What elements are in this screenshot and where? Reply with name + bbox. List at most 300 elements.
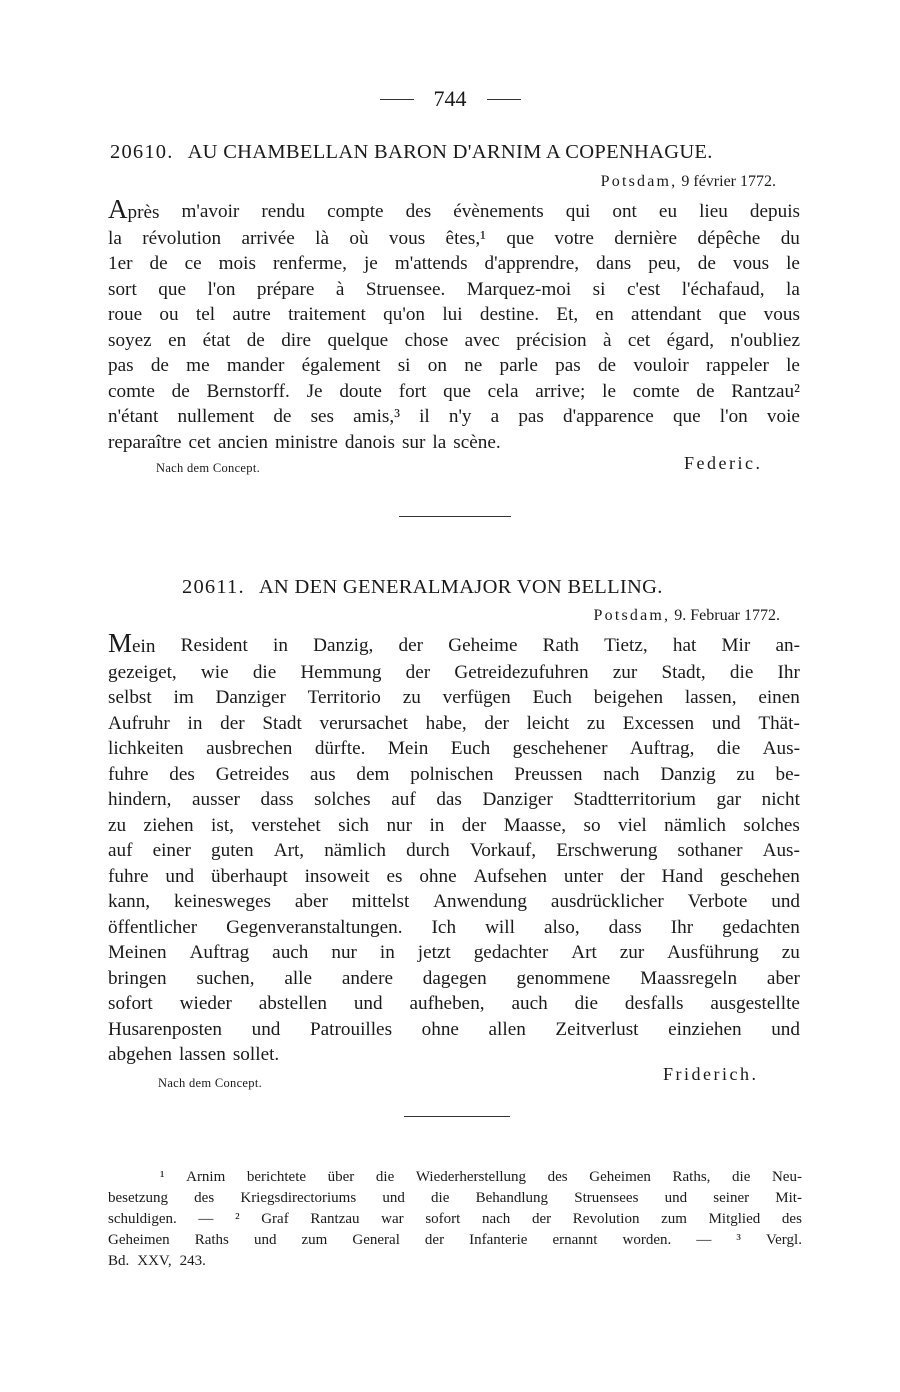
word: verursachet [319, 712, 408, 734]
word: on [427, 355, 447, 376]
word: ne [464, 355, 483, 376]
word: worden. [622, 1232, 672, 1248]
word: scène. [453, 431, 501, 453]
word: unter [563, 865, 604, 887]
word: ancien [217, 431, 268, 453]
word: d'apparence [563, 406, 654, 427]
word: depuis [749, 201, 800, 222]
word: es [386, 865, 403, 887]
word: Territorio [307, 687, 381, 708]
word: Auftrag [189, 942, 250, 963]
word: Rantzau [310, 1211, 360, 1227]
word: sofort [425, 1211, 461, 1227]
word: zu [586, 712, 606, 734]
word: état [202, 329, 231, 351]
word: lichkeiten [108, 738, 184, 759]
word: viel [617, 814, 647, 836]
word: an- [775, 635, 800, 656]
word: zu [108, 814, 127, 836]
word: Mein [387, 738, 429, 759]
word: en [168, 329, 187, 351]
text-line [108, 660, 800, 686]
word: die [375, 1169, 395, 1185]
word: Ich [431, 916, 457, 938]
word: traitement [288, 304, 366, 325]
word: m'avoir [181, 201, 240, 222]
word: eu [658, 201, 678, 222]
word: évènements [453, 201, 544, 222]
word: du [780, 227, 800, 249]
word: und [711, 712, 741, 734]
word: und [382, 1190, 405, 1206]
word: ziehen [143, 814, 194, 836]
word: hindern, [108, 789, 172, 810]
word: das [436, 789, 462, 810]
word: le [786, 253, 800, 274]
letter-title [110, 141, 713, 164]
word: me [186, 355, 210, 376]
word: lui [442, 304, 463, 325]
word: précision [516, 329, 587, 351]
word: auch [511, 993, 548, 1014]
word: Aufruhr [108, 712, 170, 734]
word: abstellen [258, 993, 327, 1014]
text-line [108, 628, 800, 660]
word: nur [331, 942, 357, 963]
footnote-line [108, 1230, 802, 1251]
word: Hand [661, 865, 704, 887]
word: Danzig, [313, 635, 374, 656]
text-line [108, 940, 800, 966]
word: mander [226, 355, 285, 376]
word: où [349, 227, 369, 249]
word: votre [554, 227, 594, 249]
word: auch [272, 942, 309, 963]
word: fuhre [108, 865, 149, 887]
word: XXV, [137, 1253, 172, 1269]
word: Patrouilles [309, 1018, 393, 1040]
word: ausbrechen [206, 738, 293, 759]
word: que [506, 227, 535, 249]
word: m'attends [394, 253, 468, 274]
word: nicht [761, 789, 800, 810]
word: Infanterie [469, 1232, 528, 1248]
word: Euch [532, 687, 572, 708]
word: il [419, 406, 430, 427]
word: verfügen [442, 687, 511, 708]
word: im [173, 687, 194, 708]
letter-dateline [601, 173, 776, 191]
text-line [108, 889, 800, 915]
word: là [315, 227, 329, 249]
word: gar [716, 789, 742, 810]
word: danois [344, 431, 395, 453]
word: und [664, 1190, 688, 1206]
word: der [620, 865, 645, 887]
word: Resident [180, 635, 248, 656]
word: c'est [626, 278, 661, 300]
word: die [732, 1169, 751, 1185]
word: Raths [194, 1232, 229, 1248]
word: zu [781, 942, 800, 963]
word: zu [736, 763, 755, 785]
word: Mir [721, 635, 751, 656]
text-line [108, 226, 800, 252]
footnote-line [108, 1251, 802, 1272]
word: de [597, 355, 617, 376]
word: Aus- [762, 840, 800, 861]
word: solches [743, 814, 800, 836]
word: l'on [719, 406, 748, 427]
word: Erschwerung [556, 840, 658, 861]
word: mois [218, 253, 256, 274]
word: schuldigen. [108, 1211, 177, 1227]
page-number: 744 [433, 86, 467, 111]
word: n'y [448, 406, 472, 427]
word: also, [543, 916, 580, 938]
word: sur [401, 431, 426, 453]
word: Je [306, 380, 323, 402]
word: wie [200, 661, 229, 683]
word: General [352, 1232, 400, 1248]
word: la [432, 431, 447, 453]
letter-addressee: AU CHAMBELLAN BARON D'ARNIM A COPENHAGUE. [187, 141, 713, 163]
word: arrivée [241, 227, 295, 249]
word: ohne [419, 865, 457, 887]
letter-number: 20610. [110, 141, 174, 163]
word: aber [766, 967, 800, 989]
word: pas [108, 355, 134, 376]
word: der [484, 712, 509, 734]
word: Vergl. [765, 1232, 802, 1248]
word: sothaner [677, 840, 743, 861]
word: Vorkauf, [469, 840, 537, 861]
word: l'on [207, 278, 236, 300]
word: einer [152, 840, 191, 861]
word: Revolution [572, 1211, 640, 1227]
text-line [108, 1017, 800, 1043]
word: Auftrag, [629, 738, 695, 759]
header-rule-right [487, 99, 521, 100]
word: Et, [556, 304, 579, 325]
word: Marquez-moi [466, 278, 572, 300]
word: Ausführung [667, 942, 759, 963]
word: gezeiget, [108, 661, 177, 683]
initial-letter: A [108, 194, 128, 224]
word: dürfte. [314, 738, 366, 759]
word: die [574, 993, 599, 1014]
word: einziehen [668, 1018, 742, 1040]
word: nach [481, 1211, 511, 1227]
letter-body [108, 628, 800, 1068]
word: Danziger [215, 687, 286, 708]
text-line [108, 813, 800, 839]
word: so [583, 814, 601, 836]
word: que [443, 380, 471, 402]
word: dass [260, 789, 294, 810]
word: durch [406, 840, 450, 861]
word: cet [627, 329, 651, 351]
word: dernière [614, 227, 678, 249]
word: Behandlung [475, 1190, 549, 1206]
word: wieder [179, 993, 232, 1014]
word: Graf [261, 1211, 289, 1227]
word: Maasse, [503, 814, 567, 836]
text-line [108, 251, 800, 277]
word: und [251, 1018, 281, 1040]
word: Rath [542, 635, 579, 656]
word: des [169, 763, 195, 785]
word: will [485, 916, 515, 938]
word: suchen, [196, 967, 255, 989]
word: Struensees [574, 1190, 639, 1206]
word: Mitglied [708, 1211, 761, 1227]
word: gedachter [473, 942, 549, 963]
word: cela [487, 380, 519, 402]
word: vouloir [633, 355, 689, 376]
word: Ihr [777, 661, 800, 683]
word: beigehen [593, 687, 664, 708]
word: war [381, 1211, 404, 1227]
header-rule-left [380, 99, 414, 100]
word: der [424, 1232, 445, 1248]
dateline-date: 9 février 1772. [681, 173, 776, 190]
text-line [108, 864, 800, 890]
word: je [363, 253, 378, 274]
word: genommene [516, 967, 611, 989]
word: que [718, 304, 747, 325]
word: de [246, 329, 265, 351]
word: Ihr [670, 916, 694, 938]
word: nullement [177, 406, 255, 427]
word: leicht [526, 712, 570, 734]
word: ernannt [552, 1232, 598, 1248]
word: besetzung [108, 1190, 168, 1206]
word: der [398, 635, 424, 656]
word: qui [565, 201, 591, 222]
word: Preussen [514, 763, 583, 785]
word: chose [404, 329, 449, 351]
word: égard, [666, 329, 715, 351]
word: parle [499, 355, 538, 376]
word: Getreides [215, 763, 290, 785]
word: andere [341, 967, 393, 989]
word: und [353, 993, 383, 1014]
word: fuhre [108, 763, 149, 785]
word: ses [310, 406, 335, 427]
word: quelque [327, 329, 389, 351]
word: und [253, 1232, 277, 1248]
source-note: Nach dem Concept. [158, 1076, 263, 1090]
word: und [771, 1018, 800, 1040]
word: ohne [421, 1018, 459, 1040]
word: de [150, 355, 169, 376]
word: jetzt [417, 942, 451, 963]
word: ³ [736, 1232, 741, 1248]
text-line [108, 277, 800, 303]
word: n'étant [108, 406, 159, 427]
word: n'oubliez [730, 329, 800, 351]
word: à [335, 278, 345, 300]
word: vous [388, 227, 426, 249]
word: vous [732, 253, 770, 274]
word: der [461, 814, 487, 836]
word: le [602, 380, 616, 402]
word: dagegen [422, 967, 487, 989]
word: que [158, 278, 186, 300]
word: des [405, 201, 432, 222]
word: de [149, 253, 168, 274]
word: dépêche [697, 227, 761, 249]
word: keinesweges [173, 891, 271, 912]
word: — [198, 1211, 214, 1227]
word: amis,³ [353, 406, 400, 427]
word: si [592, 278, 606, 300]
word: 243. [179, 1253, 206, 1269]
word: Art [571, 942, 597, 963]
word: zum [301, 1232, 328, 1248]
word: aufheben, [409, 993, 485, 1014]
word: Maassregeln [640, 967, 738, 989]
word: ² [235, 1211, 240, 1227]
text-line [108, 685, 800, 711]
word: Zeitverlust [555, 1018, 639, 1040]
section-separator [404, 1116, 510, 1117]
word: — [696, 1232, 712, 1248]
word: nur [386, 814, 413, 836]
word: Anwendung [433, 891, 527, 912]
word: Getreidezufuhren [454, 661, 589, 683]
word: geschehen [719, 865, 800, 887]
word: gedachten [722, 916, 800, 938]
word: selbst [108, 687, 152, 708]
word: kann, [108, 891, 151, 912]
word: die [431, 1190, 450, 1206]
word: cet [188, 431, 211, 453]
word: polnischen [410, 763, 494, 785]
word: zur [619, 942, 645, 963]
word: comte [108, 380, 155, 402]
word: hat [672, 635, 697, 656]
word: zu [402, 687, 421, 708]
word: des [547, 1169, 568, 1185]
text-line [108, 430, 800, 456]
word: desfalls [624, 993, 684, 1014]
word: allen [488, 1018, 526, 1040]
word: compte [327, 201, 384, 222]
word: doute [339, 380, 382, 402]
word: ¹ [160, 1169, 165, 1185]
text-line [108, 328, 800, 354]
word: Mit- [775, 1190, 802, 1206]
word: nämlich [664, 814, 726, 836]
text-line [108, 194, 800, 226]
word: comte [632, 380, 680, 402]
word: verstehet [251, 814, 321, 836]
word: 1er [108, 253, 133, 274]
word: Hemmung [300, 661, 382, 683]
word: le [786, 355, 800, 376]
letter-dateline [594, 607, 780, 625]
word: be- [775, 763, 800, 785]
word: Tietz, [604, 635, 648, 656]
word: abgehen [108, 1044, 172, 1065]
word: autre [232, 304, 271, 325]
word: voie [766, 406, 800, 427]
word: alle [284, 967, 313, 989]
word: lieu [699, 201, 728, 222]
word: a [490, 406, 500, 427]
word: d'apprendre, [484, 253, 580, 274]
word: de [171, 380, 190, 402]
word: rendu [261, 201, 306, 222]
word: lassen, [684, 687, 737, 708]
footnote-line [108, 1188, 802, 1209]
dateline-place: Potsdam, [600, 173, 678, 190]
word: ausser [192, 789, 240, 810]
word: zum [661, 1211, 687, 1227]
word: auf [391, 789, 416, 810]
word: die [716, 738, 741, 759]
word: Après [108, 194, 160, 224]
text-line [108, 302, 800, 328]
word: insoweit [304, 865, 370, 887]
word: Raths, [672, 1169, 711, 1185]
word: Geheimen [589, 1169, 651, 1185]
word: à [602, 329, 612, 351]
word: Arnim [186, 1169, 226, 1185]
text-line [108, 379, 800, 405]
word: aber [294, 891, 328, 912]
text-line [108, 991, 800, 1017]
word: dans [596, 253, 632, 274]
word: Neu- [771, 1169, 802, 1185]
word: mittelst [351, 891, 410, 912]
word: soyez [108, 329, 152, 351]
word: auf [108, 840, 133, 861]
word: Geheime [448, 635, 518, 656]
letter-number: 20611. [182, 576, 245, 598]
word: in [379, 942, 395, 963]
text-line [108, 966, 800, 992]
word: rappeler [705, 355, 769, 376]
initial-letter: M [108, 628, 133, 658]
word: Geheimen [108, 1232, 170, 1248]
dateline-place: Potsdam, [593, 607, 671, 624]
word: de [697, 253, 716, 274]
word: Husarenposten [108, 1018, 223, 1040]
word: révolution [142, 227, 222, 249]
word: Bd. [108, 1253, 130, 1269]
word: sich [338, 814, 370, 836]
text-line [108, 915, 800, 941]
signature: Federic. [684, 453, 763, 473]
text-line [108, 838, 800, 864]
word: solches [314, 789, 371, 810]
text-line [108, 787, 800, 813]
word: Art, [273, 840, 305, 861]
word: Excessen [622, 712, 695, 734]
word: Danziger [482, 789, 553, 810]
source-note: Nach dem Concept. [156, 461, 261, 475]
word: dass [608, 916, 642, 938]
footnote-line [108, 1209, 802, 1230]
text-line [108, 404, 800, 430]
section-separator [399, 516, 511, 517]
word: Verbote [687, 891, 748, 912]
word: der [531, 1211, 552, 1227]
word: dem [356, 763, 390, 785]
